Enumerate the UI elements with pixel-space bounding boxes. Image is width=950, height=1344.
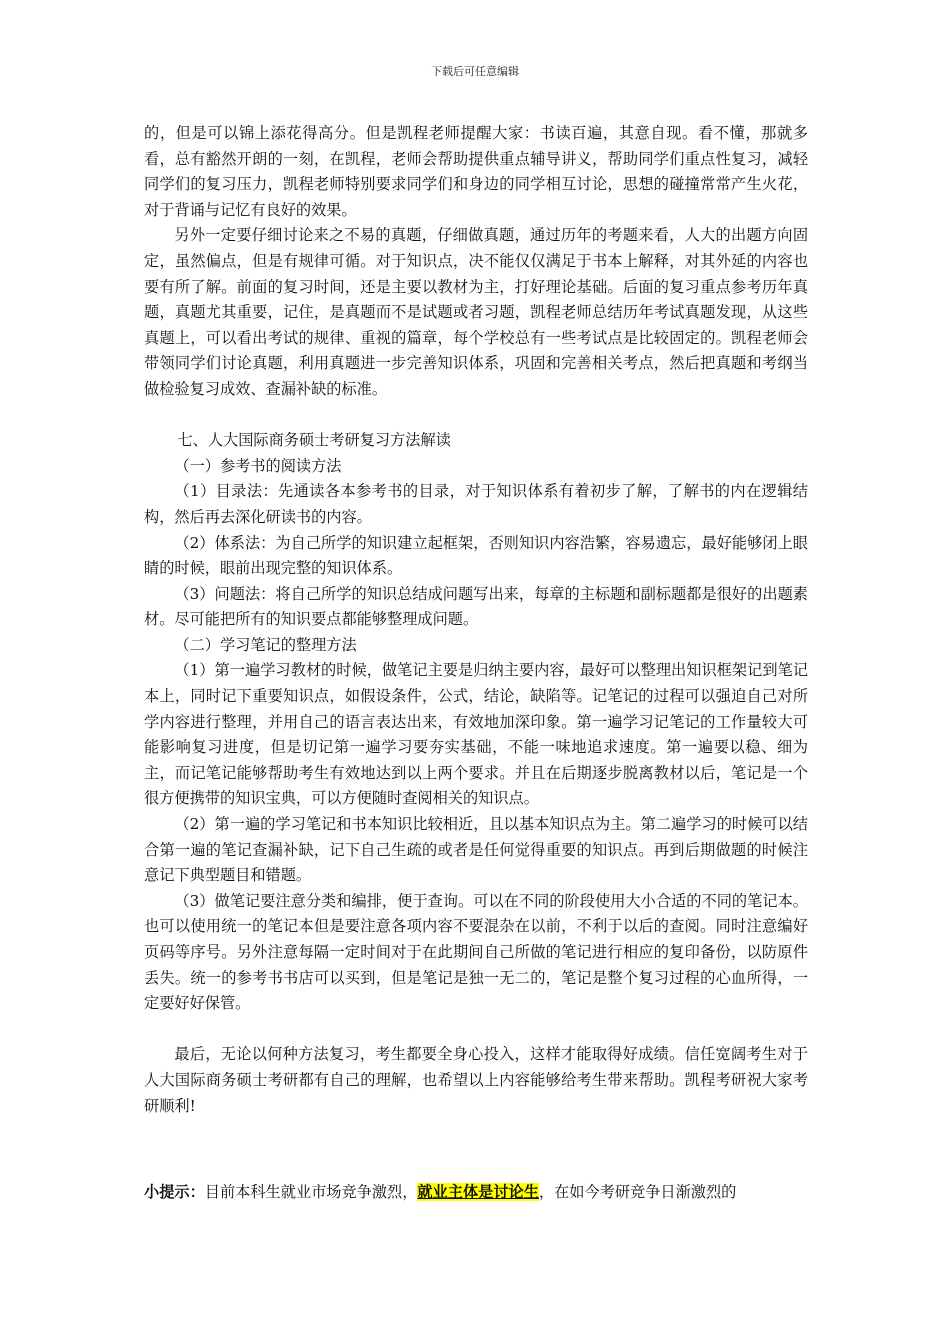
method-catalog: （1）目录法：先通读各本参考书的目录，对于知识体系有着初步了解，了解书的内在逻辑结构，然后再去深化研读书的内容。 xyxy=(144,482,808,526)
method-system: （2）体系法：为自己所学的知识建立起框架，否则知识内容浩繁，容易遗忘，最好能够闭上眼睛的时候，眼前出现完整的知识体系。 xyxy=(144,533,808,578)
notes-second-pass: （2）第一遍的学习笔记和书本知识比较相近，且以基本知识点为主。第二遍学习的时候可以结合第一遍的笔记查漏补缺，记下自己生疏的或者是任何觉得重要的知识点。再到后期做题的时候注意记下典型题目和错题。 xyxy=(144,815,808,885)
subsection-heading-1: （一）参考书的阅读方法 xyxy=(174,456,342,475)
spacer xyxy=(144,1119,808,1180)
page-header: 下载后可任意编辑 xyxy=(431,65,519,78)
subsection-heading-2: （二）学习笔记的整理方法 xyxy=(174,635,357,654)
tip-paragraph xyxy=(144,1180,808,1206)
notes-first-pass: （1）第一遍学习教材的时候，做笔记主要是归纳主要内容，最好可以整理出知识框架记到笔记本上，同时记下重要知识点，如假设条件，公式，结论，缺陷等。记笔记的过程可以强迫自己对所学内容进行整理，并用自己的语言表达出来，有效地加深印象。第一遍学习记笔记的工作量较大可能影响复习进度，但是切记第一遍学习要夯实基础，不能一味地追求速度。第一遍要以稳、细为主，而记笔记能够帮助考生有效地达到以上两个要求。并且在后期逐步脱离教材以后，笔记是一个很方便携带的知识宝典，可以方便随时查阅相关的知识点。 xyxy=(144,661,808,808)
spacer xyxy=(144,403,808,429)
closing-paragraph: 最后，无论以何种方法复习，考生都要全身心投入，这样才能取得好成绩。信任宽阔考生对于人大国际商务硕士考研都有自己的理解，也希望以上内容能够给考生带来帮助。凯程考研祝大家考研顺利! xyxy=(144,1045,808,1115)
method-question: （3）问题法：将自己所学的知识总结成问题写出来，每章的主标题和副标题都是很好的出题素材。尽可能把所有的知识要点都能够整理成问题。 xyxy=(144,584,808,629)
tip-text-after: ，在如今考研竞争日渐激烈的 xyxy=(538,1183,737,1202)
section-heading-7: 七、人大国际商务硕士考研复习方法解读 xyxy=(177,431,451,450)
paragraph-real-exams: 另外一定要仔细讨论来之不易的真题，仔细做真题，通过历年的考题来看，人大的出题方向固定，虽然偏点，但是有规律可循。对于知识点，决不能仅仅满足于书本上解释，对其外延的内容也要有所了解。前面的复习时间，还是主要以教材为主，打好理论基础。后面的复习重点参考历年真题，真题尤其重要，记住，是真题而不是试题或者习题，凯程老师总结历年考试真题发现，从这些真题上，可以看出考试的规律、重视的篇章，每个学校总有一些考试点是比较固定的。凯程老师会带领同学们讨论真题，利用真题进一步完善知识体系，巩固和完善相关考点，然后把真题和考纲当做检验复习成效、查漏补缺的标准。 xyxy=(144,226,808,398)
tip-text-before: 目前本科生就业市场竞争激烈， xyxy=(204,1183,418,1202)
document-body xyxy=(144,121,808,1206)
spacer xyxy=(144,1017,808,1043)
tip-highlight: 就业主体是讨论生 xyxy=(417,1183,539,1202)
tip-label: 小提示： xyxy=(144,1183,205,1202)
paragraph-continuation: 的，但是可以锦上添花得高分。但是凯程老师提醒大家：书读百遍，其意自现。看不懂，那就多看，总有豁然开朗的一刻，在凯程，老师会帮助提供重点辅导讲义，帮助同学们重点性复习，减轻同学们的复习压力，凯程老师特别要求同学们和身边的同学相互讨论，思想的碰撞常常产生火花，对于背诵与记忆有良好的效果。 xyxy=(144,124,808,219)
notes-organization: （3）做笔记要注意分类和编排，便于查询。可以在不同的阶段使用大小合适的不同的笔记本。也可以使用统一的笔记本但是要注意各项内容不要混杂在以前，不利于以后的查阅。同时注意编好页码等序号。另外注意每隔一定时间对于在此期间自己所做的笔记进行相应的复印备份，以防原件丢失。统一的参考书书店可以买到，但是笔记是独一无二的，笔记是整个复习过程的心血所得，一定要好好保管。 xyxy=(144,891,808,1013)
